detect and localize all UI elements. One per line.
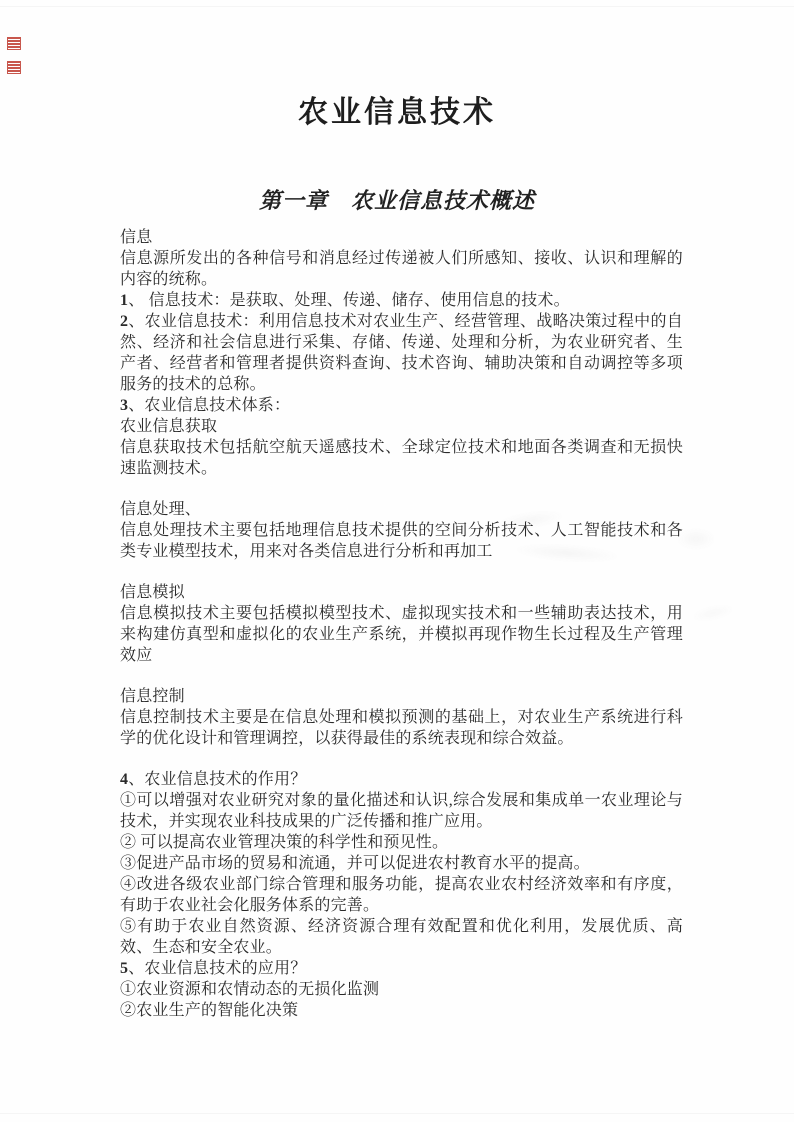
body-paragraph: ④改进各级农业部门综合管理和服务功能，提高农业农村经济效率和有序度，有助于农业社会化服务体系的完善。	[120, 876, 683, 914]
item-number: 3	[120, 397, 129, 414]
chapter-heading: 第一章 农业信息技术概述	[258, 188, 535, 213]
body-paragraph: 农业信息获取	[120, 418, 218, 435]
red-stamp-mark	[7, 61, 21, 74]
body-paragraph: ② 可以提高农业管理决策的科学性和预见性。	[120, 834, 449, 851]
item-number: 1	[120, 292, 129, 309]
document-title: 农业信息技术	[298, 96, 496, 129]
body-paragraph: 信息处理技术主要包括地理信息技术提供的空间分析技术、人工智能技术和各类专业模型技术，用来对各类信息进行分析和再加工	[120, 522, 683, 560]
term-heading: 信息处理、	[120, 501, 202, 518]
document-body	[120, 227, 683, 1021]
term-heading: 信息控制	[120, 688, 185, 705]
body-paragraph: ①农业资源和农情动态的无损化监测	[120, 981, 380, 998]
scan-smudge	[689, 601, 737, 624]
red-stamp-mark	[7, 37, 21, 50]
numbered-item: 3、农业信息技术体系：	[120, 397, 291, 414]
item-number: 4	[120, 771, 129, 788]
body-paragraph: 信息控制技术主要是在信息处理和模拟预测的基础上，对农业生产系统进行科学的优化设计和管理调控，以获得最佳的系统表现和综合效益。	[120, 709, 683, 747]
body-paragraph: 信息源所发出的各种信号和消息经过传递被人们所感知、接收、认识和理解的内容的统称。	[120, 250, 683, 288]
numbered-item: 1、 信息技术：是获取、处理、传递、储存、使用信息的技术。	[120, 292, 570, 309]
numbered-item: 5、农业信息技术的应用？	[120, 960, 307, 977]
numbered-item: 2、农业信息技术：利用信息技术对农业生产、经营管理、战略决策过程中的自然、经济和社会信息进行采集、存储、传递、处理和分析，为农业研究者、生产者、经营者和管理者提供资料查询、技术咨询、辅助决策和自动调控等多项服务的技术的总称。	[120, 313, 683, 393]
body-paragraph: ⑤有助于农业自然资源、经济资源合理有效配置和优化利用，发展优质、高效、生态和安全农业。	[120, 918, 683, 956]
numbered-item: 4、农业信息技术的作用？	[120, 771, 307, 788]
body-paragraph: ③促进产品市场的贸易和流通，并可以促进农村教育水平的提高。	[120, 855, 590, 872]
body-paragraph: 信息获取技术包括航空航天遥感技术、全球定位技术和地面各类调查和无损快速监测技术。	[120, 439, 683, 477]
body-paragraph: ②农业生产的智能化决策	[120, 1002, 299, 1019]
body-paragraph: ①可以增强对农业研究对象的量化描述和认识,综合发展和集成单一农业理论与技术，并实现农业科技成果的广泛传播和推广应用。	[120, 792, 683, 830]
term-heading: 信息模拟	[120, 584, 185, 601]
term-heading: 信息	[120, 229, 153, 246]
item-number: 5	[120, 960, 129, 977]
item-number: 2	[120, 313, 129, 330]
body-paragraph: 信息模拟技术主要包括模拟模型技术、虚拟现实技术和一些辅助表达技术，用来构建仿真型和虚拟化的农业生产系统，并模拟再现作物生长过程及生产管理效应	[120, 605, 683, 664]
